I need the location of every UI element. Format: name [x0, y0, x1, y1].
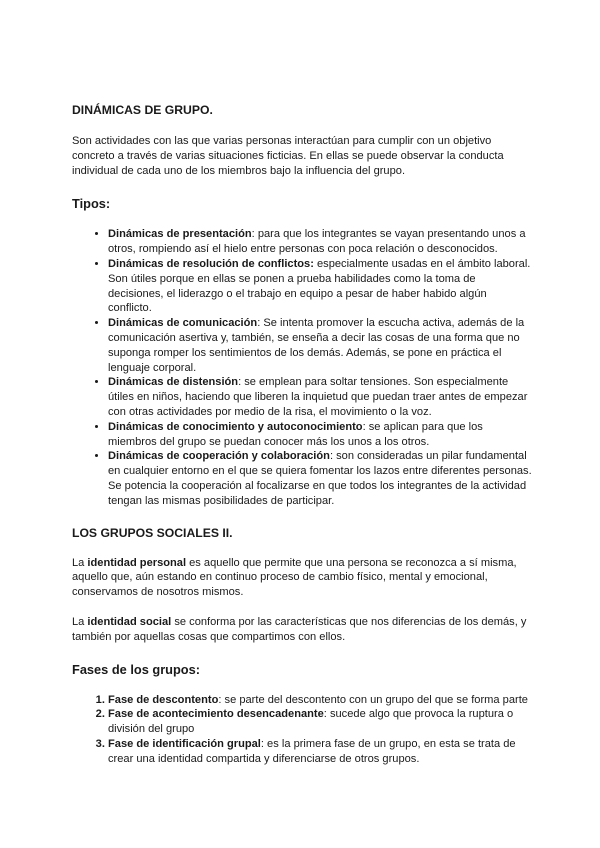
identity-social-paragraph — [72, 615, 532, 645]
identity-personal-paragraph — [72, 556, 532, 600]
list-item — [108, 693, 532, 708]
paragraph-text: se conforma por las características que nos diferencias de los demás, y también por aquellas cosas que compartimos con ellos. — [72, 615, 527, 643]
list-item — [108, 257, 532, 316]
list-item-term: Dinámicas de distensión — [108, 376, 239, 389]
list-item-text: : Se intenta promover la escucha activa, además de la comunicación asertiva y, también, se enseña a decir las cosas de una forma que no suponga romper los sentimientos de los demás. Además, se pone en práctica el lenguaje corporal. — [108, 317, 525, 374]
intro-paragraph: Son actividades con las que varias personas interactúan para cumplir con un objetivo concreto a través de varias situaciones ficticias. En ellas se puede observar la conducta individual de cada uno de los miembros bajo la influencia del grupo. — [72, 135, 504, 177]
list-item-text: : son consideradas un pilar fundamental en cualquier entorno en el que se quiera fomentar los lazos entre diferentes personas. Se potencia la cooperación al focalizarse en que todos los integrantes de la actividad tengan las mismas posibilidades de participar. — [108, 450, 532, 507]
list-item-text: : se aplican para que los miembros del grupo se puedan conocer más los unos a los otros. — [108, 420, 483, 448]
list-item-text: : sucede algo que provoca la ruptura o división del grupo — [108, 708, 514, 736]
types-list — [72, 227, 532, 508]
paragraph-term: identidad social — [87, 615, 172, 628]
section-title-dinamicas: DINÁMICAS DE GRUPO. — [72, 103, 213, 117]
list-item-term: Dinámicas de resolución de conflictos: — [108, 257, 314, 270]
list-item — [108, 707, 532, 737]
list-item — [108, 737, 532, 767]
list-item-text: : es la primera fase de un grupo, en esta se trata de crear una identidad compartida y diferenciarse de otros grupos. — [108, 737, 516, 765]
section-title-grupos-sociales: LOS GRUPOS SOCIALES II. — [72, 525, 233, 540]
list-item-text: : se emplean para soltar tensiones. Son especialmente útiles en niños, haciendo que liberen la inquietud que puedan traer antes de empezar con otras actividades por medio de la risa, el movimiento o la voz. — [108, 376, 528, 418]
list-item — [108, 449, 532, 508]
list-item-term: Dinámicas de conocimiento y autoconocimiento — [108, 420, 363, 433]
document-content — [72, 96, 532, 767]
list-item-term: Dinámicas de presentación — [108, 228, 252, 241]
list-item-text: : se parte del descontento con un grupo del que se forma parte — [218, 693, 528, 706]
phases-heading: Fases de los grupos: — [72, 661, 201, 677]
types-heading: Tipos: — [72, 196, 111, 212]
list-item-term: Dinámicas de comunicación — [108, 317, 258, 330]
list-item-term: Fase de identificación grupal — [108, 737, 261, 750]
list-item-text: especialmente usadas en el ámbito laboral. Son útiles porque en ellas se ponen a prueba habilidades como la toma de decisiones, el liderazgo o el trabajo en equipo a pesar de haber habido algún conflicto. — [108, 257, 531, 315]
phases-list — [72, 693, 532, 767]
list-item — [108, 375, 532, 419]
list-item — [108, 316, 532, 375]
list-item-term: Dinámicas de cooperación y colaboración — [108, 450, 330, 463]
list-item-term: Fase de acontecimiento desencadenante — [108, 708, 324, 721]
paragraph-prefix: La — [72, 556, 88, 569]
paragraph-text: es aquello que permite que una persona se reconozca a sí misma, aquello que, aún estando en continuo proceso de cambio físico, mental y emocional, conservamos de nosotros mismos. — [72, 556, 517, 599]
list-item-term: Fase de descontento — [108, 693, 219, 706]
list-item — [108, 420, 532, 450]
list-item — [108, 227, 532, 257]
paragraph-term: identidad personal — [87, 556, 187, 569]
list-item-text: : para que los integrantes se vayan presentando unos a otros, rompiendo así el hielo entre personas con poca relación o desconocidos. — [108, 228, 526, 256]
paragraph-prefix: La — [72, 615, 88, 628]
